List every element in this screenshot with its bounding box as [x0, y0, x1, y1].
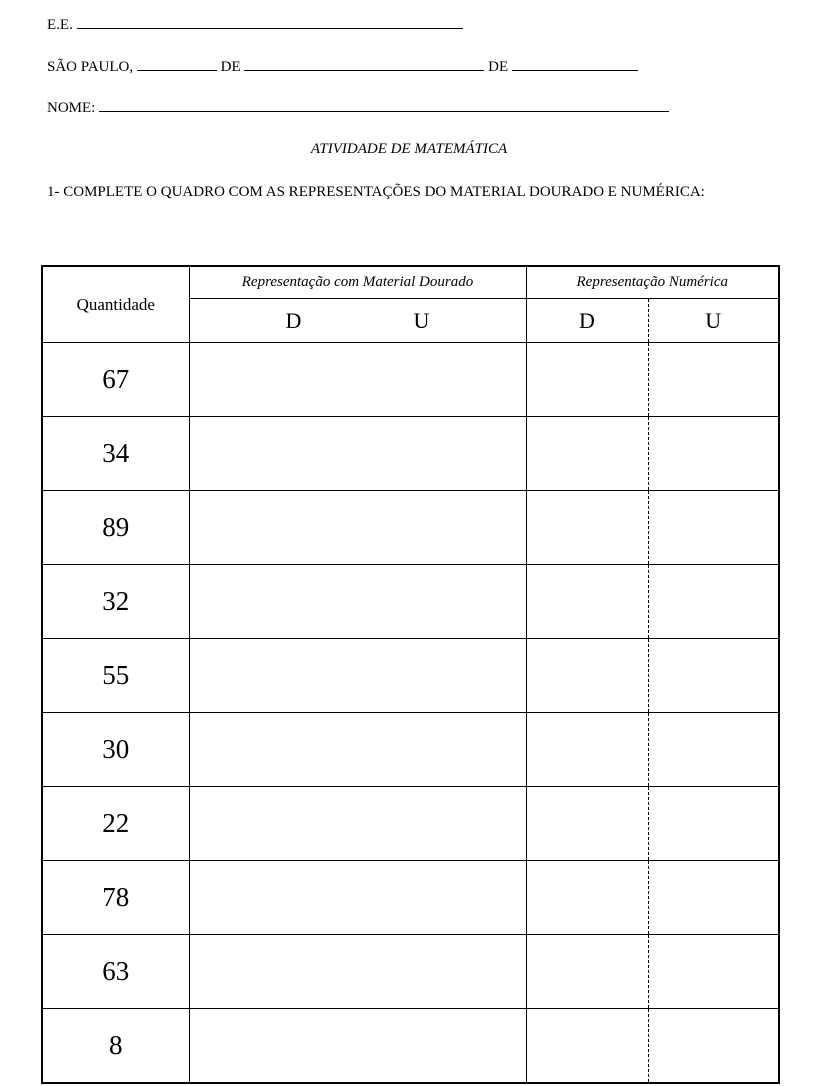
- table-row: [42, 417, 779, 491]
- golden-material-cell[interactable]: [189, 491, 526, 565]
- numeric-units-cell[interactable]: [648, 935, 779, 1009]
- golden-material-cell[interactable]: [189, 343, 526, 417]
- answer-table: [41, 265, 780, 1084]
- quantity-cell: 63: [42, 935, 189, 1009]
- golden-material-cell[interactable]: [189, 935, 526, 1009]
- numeric-units-label: U: [648, 299, 779, 343]
- quantity-cell: 30: [42, 713, 189, 787]
- numeric-units-cell[interactable]: [648, 565, 779, 639]
- golden-material-cell[interactable]: [189, 713, 526, 787]
- golden-subheader: [189, 299, 526, 343]
- quantity-cell: 55: [42, 639, 189, 713]
- numeric-tens-label: D: [526, 299, 648, 343]
- numeric-units-cell[interactable]: [648, 1009, 779, 1084]
- numeric-tens-cell[interactable]: [526, 343, 648, 417]
- quantity-cell: 89: [42, 491, 189, 565]
- golden-material-cell[interactable]: [189, 1009, 526, 1084]
- quantity-cell: 78: [42, 861, 189, 935]
- table-row: [42, 935, 779, 1009]
- year-blank[interactable]: [512, 58, 638, 71]
- table-row: [42, 565, 779, 639]
- numeric-tens-cell[interactable]: [526, 861, 648, 935]
- numeric-tens-cell[interactable]: [526, 417, 648, 491]
- numeric-tens-cell[interactable]: [526, 491, 648, 565]
- quantity-cell: 22: [42, 787, 189, 861]
- numeric-units-cell[interactable]: [648, 787, 779, 861]
- school-line: [47, 16, 463, 34]
- numeric-units-cell[interactable]: [648, 639, 779, 713]
- city-label: SÃO PAULO,: [47, 59, 134, 75]
- golden-material-cell[interactable]: [189, 565, 526, 639]
- month-blank[interactable]: [244, 58, 484, 71]
- golden-material-header: Representação com Material Dourado: [189, 266, 526, 299]
- table-row: [42, 491, 779, 565]
- golden-tens-label: D: [285, 307, 302, 333]
- table-row: [42, 343, 779, 417]
- golden-material-cell[interactable]: [189, 639, 526, 713]
- numeric-tens-cell[interactable]: [526, 565, 648, 639]
- name-blank[interactable]: [99, 99, 669, 112]
- golden-material-cell[interactable]: [189, 861, 526, 935]
- table-body: [42, 343, 779, 1084]
- day-blank[interactable]: [137, 58, 217, 71]
- name-line: [47, 99, 669, 117]
- name-label: NOME:: [47, 100, 96, 116]
- quantity-cell: 67: [42, 343, 189, 417]
- de-label-2: DE: [488, 59, 509, 75]
- numeric-units-cell[interactable]: [648, 861, 779, 935]
- numeric-tens-cell[interactable]: [526, 639, 648, 713]
- table-row: [42, 639, 779, 713]
- table-row: [42, 787, 779, 861]
- numeric-tens-cell[interactable]: [526, 935, 648, 1009]
- table-row: [42, 713, 779, 787]
- date-line: [47, 58, 638, 76]
- quantity-cell: 34: [42, 417, 189, 491]
- numeric-tens-cell[interactable]: [526, 787, 648, 861]
- numeric-tens-cell[interactable]: [526, 1009, 648, 1084]
- golden-material-cell[interactable]: [189, 787, 526, 861]
- table-row: [42, 861, 779, 935]
- numeric-units-cell[interactable]: [648, 491, 779, 565]
- golden-units-label: U: [413, 307, 430, 333]
- quantity-cell: 32: [42, 565, 189, 639]
- instruction-text: 1- COMPLETE O QUADRO COM AS REPRESENTAÇÕES DO MATERIAL DOURADO E NUMÉRICA:: [47, 184, 705, 200]
- school-label: E.E.: [47, 17, 73, 33]
- table-row: [42, 1009, 779, 1084]
- numeric-tens-cell[interactable]: [526, 713, 648, 787]
- quantity-header: Quantidade: [42, 266, 189, 343]
- numeric-units-cell[interactable]: [648, 417, 779, 491]
- golden-material-cell[interactable]: [189, 417, 526, 491]
- numeric-units-cell[interactable]: [648, 343, 779, 417]
- numeric-units-cell[interactable]: [648, 713, 779, 787]
- numeric-header: Representação Numérica: [526, 266, 779, 299]
- school-blank[interactable]: [77, 16, 463, 29]
- quantity-cell: 8: [42, 1009, 189, 1084]
- de-label-1: DE: [220, 59, 241, 75]
- page-title: ATIVIDADE DE MATEMÁTICA: [310, 141, 508, 157]
